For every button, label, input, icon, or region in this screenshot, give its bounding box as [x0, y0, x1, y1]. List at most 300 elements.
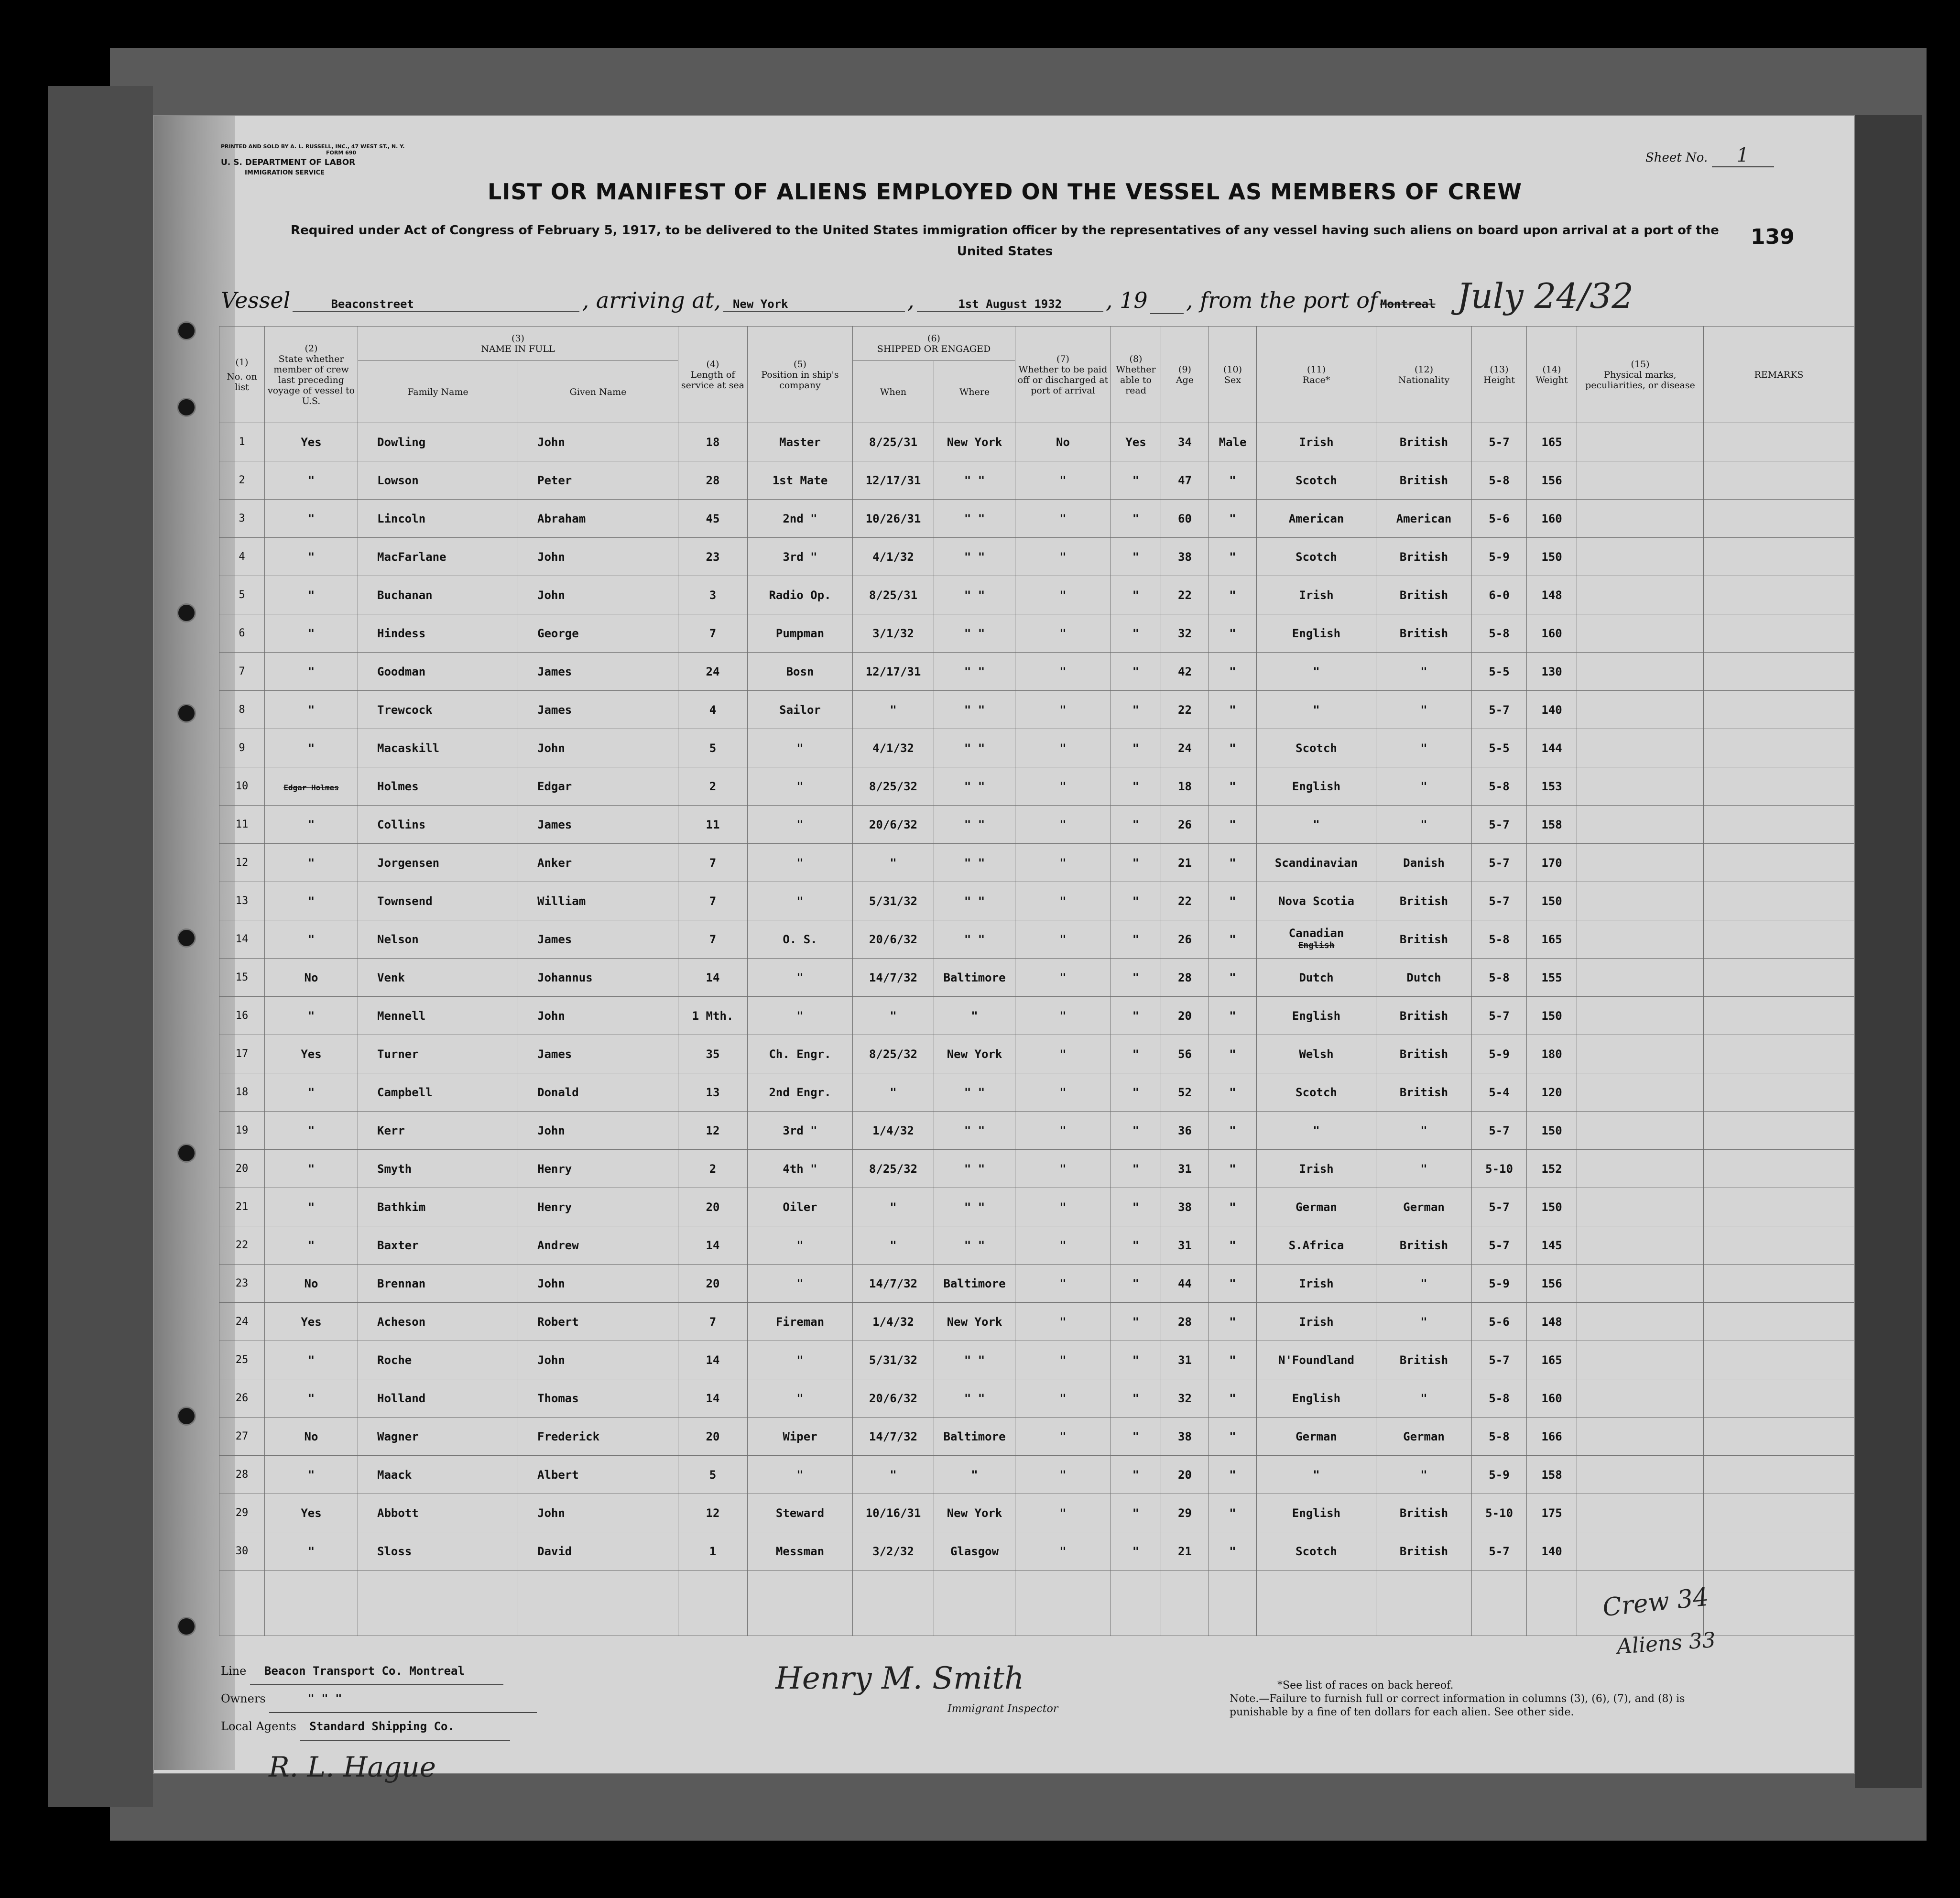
cell-age: 38 [1161, 1188, 1209, 1226]
cell-age: 52 [1161, 1073, 1209, 1112]
cell-prev-voyage: No [265, 1265, 358, 1303]
cell-age: 28 [1161, 959, 1209, 997]
cell-height: 5-5 [1472, 729, 1527, 767]
table-row [219, 1532, 1854, 1571]
cell-service: 14 [678, 1226, 748, 1265]
cell-where: " " [934, 461, 1015, 500]
cell-given-name: James [518, 691, 678, 729]
agent-signature: R. L. Hague [269, 1751, 436, 1783]
cell-no: 28 [219, 1456, 265, 1494]
footer-owner-block [221, 1658, 537, 1741]
cell-physical [1577, 576, 1704, 614]
cell-weight: 158 [1527, 1456, 1577, 1494]
cell-family-name: Roche [358, 1341, 518, 1379]
cell-no: 7 [219, 653, 265, 691]
cell-paid-off: " [1015, 1418, 1111, 1456]
cell-remarks [1704, 1265, 1854, 1303]
cell-prev-voyage: " [265, 997, 358, 1035]
cell-no: 8 [219, 691, 265, 729]
cell-height: 5-6 [1472, 1303, 1527, 1341]
col-shipped-header: (6) SHIPPED OR ENGAGED [853, 327, 1015, 361]
cell-where: " " [934, 1226, 1015, 1265]
cell-no: 6 [219, 614, 265, 653]
cell-no: 26 [219, 1379, 265, 1418]
cell-service: 24 [678, 653, 748, 691]
cell-when: 8/25/31 [853, 423, 934, 461]
cell-age: 20 [1161, 997, 1209, 1035]
cell-read: " [1111, 844, 1161, 882]
cell-service: 28 [678, 461, 748, 500]
table-row [219, 1418, 1854, 1456]
col-age-header: (9) Age [1161, 327, 1209, 423]
cell-empty [1527, 1571, 1577, 1636]
cell-paid-off: " [1015, 959, 1111, 997]
cell-prev-voyage: " [265, 1456, 358, 1494]
cell-physical [1577, 767, 1704, 806]
cell-race: German [1257, 1418, 1376, 1456]
cell-weight: 150 [1527, 538, 1577, 576]
cell-read: " [1111, 691, 1161, 729]
cell-height: 5-7 [1472, 882, 1527, 920]
cell-height: 5-8 [1472, 461, 1527, 500]
cell-prev-voyage: " [265, 1073, 358, 1112]
cell-age: 22 [1161, 882, 1209, 920]
cell-paid-off: " [1015, 1150, 1111, 1188]
cell-nationality: " [1376, 729, 1472, 767]
cell-remarks [1704, 1188, 1854, 1226]
cell-where: " " [934, 691, 1015, 729]
cell-prev-voyage: " [265, 1341, 358, 1379]
cell-when: 8/25/32 [853, 1150, 934, 1188]
cell-given-name: John [518, 538, 678, 576]
cell-weight: 180 [1527, 1035, 1577, 1073]
cell-where: Baltimore [934, 959, 1015, 997]
cell-height: 6-0 [1472, 576, 1527, 614]
printer-imprint [221, 143, 404, 156]
cell-family-name: MacFarlane [358, 538, 518, 576]
cell-paid-off: " [1015, 1073, 1111, 1112]
cell-read: " [1111, 1073, 1161, 1112]
penalty-note: Note.—Failure to furnish full or correct information in columns (3), (6), (7), and (8) is punishable by a fine of ten dollars for each alien. See other side. [1230, 1693, 1685, 1718]
printer-line: PRINTED AND SOLD BY A. L. RUSSELL, INC., 47 WEST ST., N. Y. [221, 143, 405, 150]
cell-given-name: Donald [518, 1073, 678, 1112]
cell-position: " [748, 806, 853, 844]
cell-remarks [1704, 1379, 1854, 1418]
table-row [219, 1226, 1854, 1265]
cell-family-name: Abbott [358, 1494, 518, 1532]
cell-race: Canadian English [1257, 920, 1376, 959]
cell-prev-voyage: " [265, 1532, 358, 1571]
cell-empty [219, 1571, 265, 1636]
cell-service: 7 [678, 844, 748, 882]
cell-paid-off: " [1015, 691, 1111, 729]
cell-physical [1577, 653, 1704, 691]
cell-no: 4 [219, 538, 265, 576]
cell-when: 10/26/31 [853, 500, 934, 538]
cell-prev-voyage: " [265, 920, 358, 959]
cell-height: 5-7 [1472, 1112, 1527, 1150]
cell-prev-voyage: " [265, 576, 358, 614]
table-row [219, 1188, 1854, 1226]
cell-nationality: British [1376, 882, 1472, 920]
cell-height: 5-7 [1472, 1341, 1527, 1379]
page-number: 139 [1751, 225, 1795, 249]
table-row [219, 1150, 1854, 1188]
cell-race: Scotch [1257, 1532, 1376, 1571]
cell-empty [748, 1571, 853, 1636]
cell-when: 5/31/32 [853, 882, 934, 920]
cell-given-name: John [518, 1494, 678, 1532]
cell-where: " " [934, 882, 1015, 920]
cell-paid-off: " [1015, 1341, 1111, 1379]
cell-no: 12 [219, 844, 265, 882]
cell-sex: " [1209, 1303, 1257, 1341]
cell-when: " [853, 844, 934, 882]
cell-no: 1 [219, 423, 265, 461]
cell-remarks [1704, 806, 1854, 844]
cell-race: Irish [1257, 1265, 1376, 1303]
form-number: FORM 690 [326, 150, 357, 156]
cell-height: 5-8 [1472, 920, 1527, 959]
cell-sex: " [1209, 1341, 1257, 1379]
cell-sex: " [1209, 1532, 1257, 1571]
table-row [219, 959, 1854, 997]
cell-read: " [1111, 1379, 1161, 1418]
cell-position: Oiler [748, 1188, 853, 1226]
cell-nationality: " [1376, 1456, 1472, 1494]
cell-empty [1111, 1571, 1161, 1636]
cell-age: 42 [1161, 653, 1209, 691]
punch-hole [177, 1617, 196, 1636]
line-value: Beacon Transport Co. Montreal [250, 1658, 503, 1685]
cell-weight: 170 [1527, 844, 1577, 882]
cell-empty [1015, 1571, 1111, 1636]
owners-label: Owners [221, 1692, 266, 1705]
cell-paid-off: " [1015, 1188, 1111, 1226]
cell-paid-off: " [1015, 1265, 1111, 1303]
cell-sex: " [1209, 997, 1257, 1035]
cell-remarks [1704, 576, 1854, 614]
cell-height: 5-6 [1472, 500, 1527, 538]
cell-remarks [1704, 1494, 1854, 1532]
table-row [219, 1112, 1854, 1150]
cell-position: " [748, 959, 853, 997]
cell-paid-off: " [1015, 1226, 1111, 1265]
cell-where: " " [934, 1379, 1015, 1418]
cell-family-name: Kerr [358, 1112, 518, 1150]
cell-paid-off: " [1015, 806, 1111, 844]
cell-paid-off: " [1015, 653, 1111, 691]
cell-where: " [934, 1456, 1015, 1494]
col-name-header: (3) NAME IN FULL [358, 327, 678, 361]
cell-physical [1577, 461, 1704, 500]
cell-remarks [1704, 1226, 1854, 1265]
from-label: , from the port of [1186, 287, 1378, 313]
cell-sex: " [1209, 882, 1257, 920]
cell-nationality: Danish [1376, 844, 1472, 882]
cell-race: Nova Scotia [1257, 882, 1376, 920]
cell-sex: " [1209, 538, 1257, 576]
cell-age: 38 [1161, 538, 1209, 576]
cell-where: " " [934, 500, 1015, 538]
cell-remarks [1704, 461, 1854, 500]
cell-prev-voyage: Yes [265, 1303, 358, 1341]
struck-name-note: Edgar Holmes [283, 783, 339, 792]
cell-when: 8/25/31 [853, 576, 934, 614]
cell-given-name: John [518, 1112, 678, 1150]
cell-age: 31 [1161, 1150, 1209, 1188]
cell-weight: 150 [1527, 997, 1577, 1035]
cell-position: 1st Mate [748, 461, 853, 500]
table-row [219, 729, 1854, 767]
cell-sex: " [1209, 806, 1257, 844]
table-row [219, 461, 1854, 500]
cell-nationality: British [1376, 1532, 1472, 1571]
cell-read: " [1111, 920, 1161, 959]
cell-paid-off: " [1015, 920, 1111, 959]
cell-family-name: Bathkim [358, 1188, 518, 1226]
cell-height: 5-10 [1472, 1150, 1527, 1188]
cell-sex: " [1209, 1418, 1257, 1456]
cell-service: 35 [678, 1035, 748, 1073]
cell-remarks [1704, 767, 1854, 806]
cell-physical [1577, 1456, 1704, 1494]
cell-family-name: Goodman [358, 653, 518, 691]
cell-family-name: Maack [358, 1456, 518, 1494]
cell-given-name: David [518, 1532, 678, 1571]
cell-no: 14 [219, 920, 265, 959]
cell-nationality: British [1376, 920, 1472, 959]
cell-service: 20 [678, 1265, 748, 1303]
cell-physical [1577, 959, 1704, 997]
cell-when: 14/7/32 [853, 959, 934, 997]
cell-age: 21 [1161, 1532, 1209, 1571]
cell-given-name: John [518, 1341, 678, 1379]
manifest-page [153, 115, 1855, 1783]
cell-position: 3rd " [748, 538, 853, 576]
cell-paid-off: " [1015, 538, 1111, 576]
cell-paid-off: " [1015, 1303, 1111, 1341]
cell-service: 18 [678, 423, 748, 461]
cell-weight: 140 [1527, 1532, 1577, 1571]
cell-given-name: John [518, 1265, 678, 1303]
cell-nationality: " [1376, 1112, 1472, 1150]
cell-race: S.Africa [1257, 1226, 1376, 1265]
cell-where: Glasgow [934, 1532, 1015, 1571]
cell-service: 7 [678, 882, 748, 920]
cell-sex: " [1209, 1112, 1257, 1150]
cell-race: " [1257, 1112, 1376, 1150]
cell-physical [1577, 1226, 1704, 1265]
cell-empty [358, 1571, 518, 1636]
cell-paid-off: " [1015, 1379, 1111, 1418]
cell-prev-voyage: Yes [265, 1035, 358, 1073]
cell-read: " [1111, 1456, 1161, 1494]
cell-where: " " [934, 538, 1015, 576]
cell-remarks [1704, 614, 1854, 653]
cell-sex: " [1209, 920, 1257, 959]
cell-paid-off: " [1015, 1532, 1111, 1571]
cell-nationality: " [1376, 767, 1472, 806]
struck-race-note: English [1298, 940, 1335, 950]
cell-service: 23 [678, 538, 748, 576]
cell-service: 2 [678, 1150, 748, 1188]
cell-nationality: German [1376, 1418, 1472, 1456]
arrival-date: 1st August 1932 [917, 297, 1103, 312]
cell-when: 20/6/32 [853, 806, 934, 844]
cell-nationality: British [1376, 423, 1472, 461]
cell-read: " [1111, 959, 1161, 997]
punch-hole [177, 603, 196, 622]
cell-given-name: John [518, 423, 678, 461]
cell-weight: 160 [1527, 614, 1577, 653]
cell-service: 11 [678, 806, 748, 844]
cell-race: Scotch [1257, 1073, 1376, 1112]
cell-race: German [1257, 1188, 1376, 1226]
cell-given-name: Abraham [518, 500, 678, 538]
cell-weight: 150 [1527, 1188, 1577, 1226]
cell-given-name: Thomas [518, 1379, 678, 1418]
cell-when: 14/7/32 [853, 1418, 934, 1456]
cell-position: O. S. [748, 920, 853, 959]
cell-sex: " [1209, 1073, 1257, 1112]
cell-position: " [748, 767, 853, 806]
cell-physical [1577, 1073, 1704, 1112]
cell-when: 8/25/32 [853, 767, 934, 806]
cell-physical [1577, 806, 1704, 844]
cell-remarks [1704, 691, 1854, 729]
table-row [219, 1073, 1854, 1112]
cell-age: 22 [1161, 691, 1209, 729]
cell-remarks [1704, 920, 1854, 959]
cell-prev-voyage: " [265, 844, 358, 882]
cell-service: 1 Mth. [678, 997, 748, 1035]
cell-remarks [1704, 882, 1854, 920]
cell-height: 5-7 [1472, 1532, 1527, 1571]
cell-age: 36 [1161, 1112, 1209, 1150]
cell-given-name: James [518, 806, 678, 844]
cell-no: 18 [219, 1073, 265, 1112]
cell-prev-voyage: Yes [265, 423, 358, 461]
cell-service: 3 [678, 576, 748, 614]
cell-no: 5 [219, 576, 265, 614]
punch-hole [177, 704, 196, 723]
cell-family-name: Venk [358, 959, 518, 997]
cell-height: 5-7 [1472, 691, 1527, 729]
cell-paid-off: " [1015, 844, 1111, 882]
cell-prev-voyage: " [265, 1379, 358, 1418]
cell-physical [1577, 538, 1704, 576]
cell-age: 38 [1161, 1418, 1209, 1456]
cell-service: 4 [678, 691, 748, 729]
cell-race: " [1257, 653, 1376, 691]
cell-remarks [1704, 1112, 1854, 1150]
cell-age: 31 [1161, 1226, 1209, 1265]
cell-sex: " [1209, 1265, 1257, 1303]
cell-height: 5-10 [1472, 1494, 1527, 1532]
cell-read: " [1111, 500, 1161, 538]
cell-position: Pumpman [748, 614, 853, 653]
cell-when: 8/25/32 [853, 1035, 934, 1073]
department-name: U. S. DEPARTMENT OF LABOR [221, 158, 356, 167]
cell-family-name: Holmes [358, 767, 518, 806]
table-row [219, 1035, 1854, 1073]
cell-where: " " [934, 806, 1015, 844]
cell-physical [1577, 1494, 1704, 1532]
cell-read: " [1111, 461, 1161, 500]
cell-prev-voyage: " [265, 1226, 358, 1265]
cell-family-name: Mennell [358, 997, 518, 1035]
col-family-name-header: Family Name [358, 361, 518, 423]
cell-read: Yes [1111, 423, 1161, 461]
cell-family-name: Baxter [358, 1226, 518, 1265]
cell-where: " [934, 997, 1015, 1035]
cell-race: Welsh [1257, 1035, 1376, 1073]
cell-family-name: Lincoln [358, 500, 518, 538]
cell-physical [1577, 614, 1704, 653]
table-row [219, 500, 1854, 538]
cell-paid-off: " [1015, 1112, 1111, 1150]
cell-paid-off: " [1015, 997, 1111, 1035]
cell-empty [1376, 1571, 1472, 1636]
cell-empty [518, 1571, 678, 1636]
cell-physical [1577, 997, 1704, 1035]
cell-paid-off: " [1015, 461, 1111, 500]
cell-where: " " [934, 653, 1015, 691]
cell-family-name: Wagner [358, 1418, 518, 1456]
year-label: , 19 [1105, 287, 1148, 313]
cell-physical [1577, 1265, 1704, 1303]
cell-weight: 148 [1527, 1303, 1577, 1341]
cell-family-name: Jorgensen [358, 844, 518, 882]
cell-physical [1577, 1112, 1704, 1150]
table-row [219, 653, 1854, 691]
cell-no: 17 [219, 1035, 265, 1073]
cell-no: 23 [219, 1265, 265, 1303]
cell-sex: " [1209, 1456, 1257, 1494]
cell-paid-off: No [1015, 423, 1111, 461]
cell-where: " " [934, 729, 1015, 767]
cell-when: 14/7/32 [853, 1265, 934, 1303]
table-row [219, 920, 1854, 959]
cell-prev-voyage: " [265, 1150, 358, 1188]
cell-sex: " [1209, 959, 1257, 997]
cell-given-name: George [518, 614, 678, 653]
cell-height: 5-9 [1472, 1035, 1527, 1073]
cell-remarks [1704, 500, 1854, 538]
cell-remarks [1704, 959, 1854, 997]
table-row [219, 1265, 1854, 1303]
cell-when: " [853, 997, 934, 1035]
cell-height: 5-7 [1472, 1226, 1527, 1265]
aliens-count-note: Aliens 33 [1616, 1627, 1717, 1659]
page-stack-edge [1855, 115, 1922, 1788]
table-row [219, 882, 1854, 920]
cell-nationality: British [1376, 614, 1472, 653]
cell-no: 9 [219, 729, 265, 767]
cell-paid-off: " [1015, 1456, 1111, 1494]
cell-service: 7 [678, 920, 748, 959]
cell-family-name: Nelson [358, 920, 518, 959]
table-row [219, 1341, 1854, 1379]
cell-service: 5 [678, 729, 748, 767]
cell-remarks [1704, 844, 1854, 882]
cell-given-name: William [518, 882, 678, 920]
cell-read: " [1111, 653, 1161, 691]
cell-nationality: Dutch [1376, 959, 1472, 997]
cell-race: Scotch [1257, 538, 1376, 576]
cell-remarks [1704, 1341, 1854, 1379]
